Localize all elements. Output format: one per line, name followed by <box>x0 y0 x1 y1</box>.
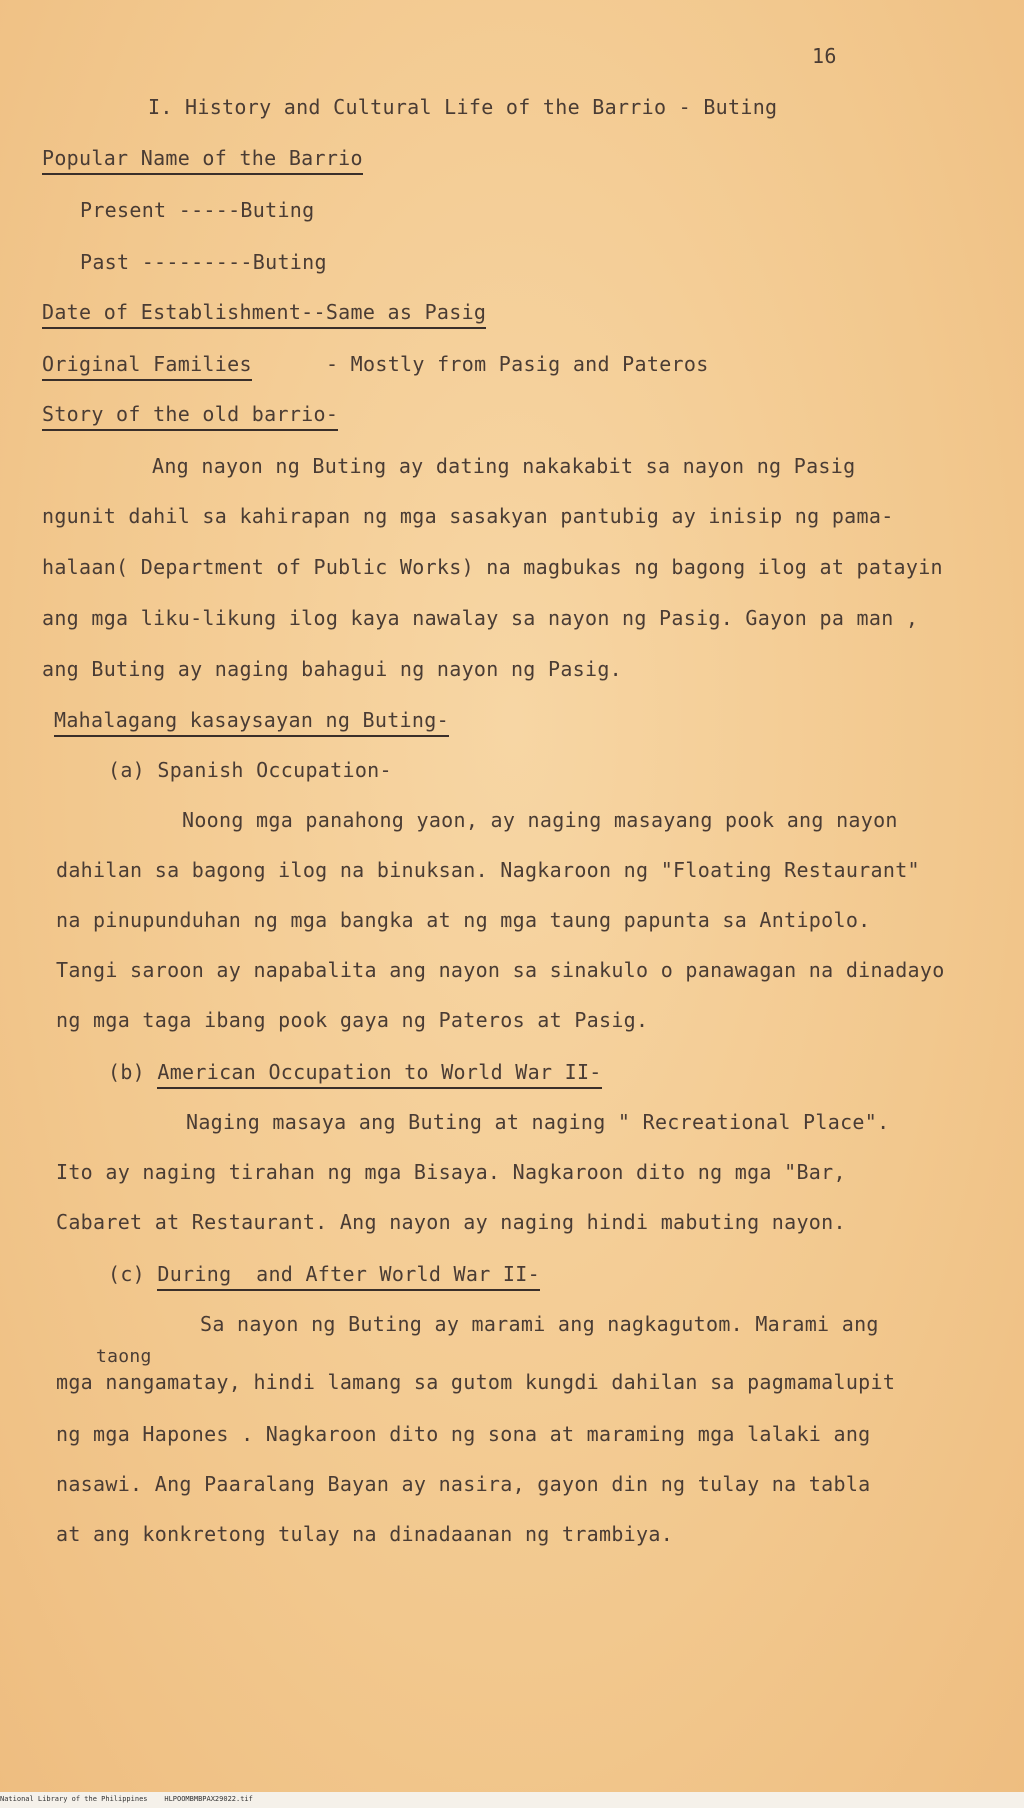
story-line: halaan( Department of Public Works) na magbukas ng bagong ilog at patayin <box>42 555 943 579</box>
war-line: nasawi. Ang Paaralang Bayan ay nasira, gayon din ng tulay na tabla <box>56 1472 871 1496</box>
war-label: During and After World War II- <box>157 1262 540 1291</box>
american-line: Ito ay naging tirahan ng mga Bisaya. Nagkaroon dito ng mga "Bar, <box>56 1160 846 1184</box>
war-line: Sa nayon ng Buting ay marami ang nagkagutom. Marami ang <box>200 1312 879 1336</box>
original-families-label: Original Families <box>42 352 252 381</box>
war-insertion: taong <box>96 1346 152 1367</box>
story-line: ang Buting ay naging bahagui ng nayon ng Pasig. <box>42 657 623 681</box>
war-line: mga nangamatay, hindi lamang sa gutom kungdi dahilan sa pagmamalupit <box>56 1370 896 1394</box>
american-line: Naging masaya ang Buting at naging " Recreational Place". <box>186 1110 890 1134</box>
establishment-date: Date of Establishment--Same as Pasig <box>42 300 486 329</box>
original-families-value: - Mostly from Pasig and Pateros <box>326 352 709 376</box>
spanish-line: dahilan sa bagong ilog na binuksan. Nagkaroon ng "Floating Restaurant" <box>56 858 920 882</box>
past-name: Past ---------Buting <box>80 250 327 274</box>
page-number: 16 <box>812 44 837 68</box>
war-line: at ang konkretong tulay na dinadaanan ng trambiya. <box>56 1522 674 1546</box>
american-line: Cabaret at Restaurant. Ang nayon ay naging hindi mabuting nayon. <box>56 1210 846 1234</box>
section-heading: I. History and Cultural Life of the Barrio - Buting <box>148 95 778 119</box>
spanish-line: na pinupunduhan ng mga bangka at ng mga taung papunta sa Antipolo. <box>56 908 871 932</box>
spanish-line: Noong mga panahong yaon, ay naging masayang pook ang nayon <box>182 808 898 832</box>
spanish-line: Tangi saroon ay napabalita ang nayon sa sinakulo o panawagan na dinadayo <box>56 958 945 982</box>
war-heading <box>108 1262 540 1286</box>
story-line: ngunit dahil sa kahirapan ng mga sasakyan pantubig ay inisip ng pama- <box>42 504 894 528</box>
story-label: Story of the old barrio- <box>42 402 338 431</box>
story-line: Ang nayon ng Buting ay dating nakakabit sa nayon ng Pasig <box>152 454 856 478</box>
spanish-occupation-label: (a) Spanish Occupation- <box>108 758 392 782</box>
story-line: ang mga liku-likung ilog kaya nawalay sa nayon ng Pasig. Gayon pa man , <box>42 606 919 630</box>
war-line: ng mga Hapones . Nagkaroon dito ng sona at maraming mga lalaki ang <box>56 1422 871 1446</box>
american-occupation-label: American Occupation to World War II- <box>157 1060 601 1089</box>
present-name: Present -----Buting <box>80 198 315 222</box>
scan-footer: National Library of the Philippines HLPOOMBMBPAX29022.tif <box>0 1795 253 1803</box>
history-label: Mahalagang kasaysayan ng Buting- <box>54 708 449 737</box>
popular-name-label: Popular Name of the Barrio <box>42 146 363 175</box>
war-prefix: (c) <box>108 1262 158 1286</box>
american-prefix: (b) <box>108 1060 158 1084</box>
american-occupation-heading <box>108 1060 602 1084</box>
spanish-line: ng mga taga ibang pook gaya ng Pateros at Pasig. <box>56 1008 649 1032</box>
